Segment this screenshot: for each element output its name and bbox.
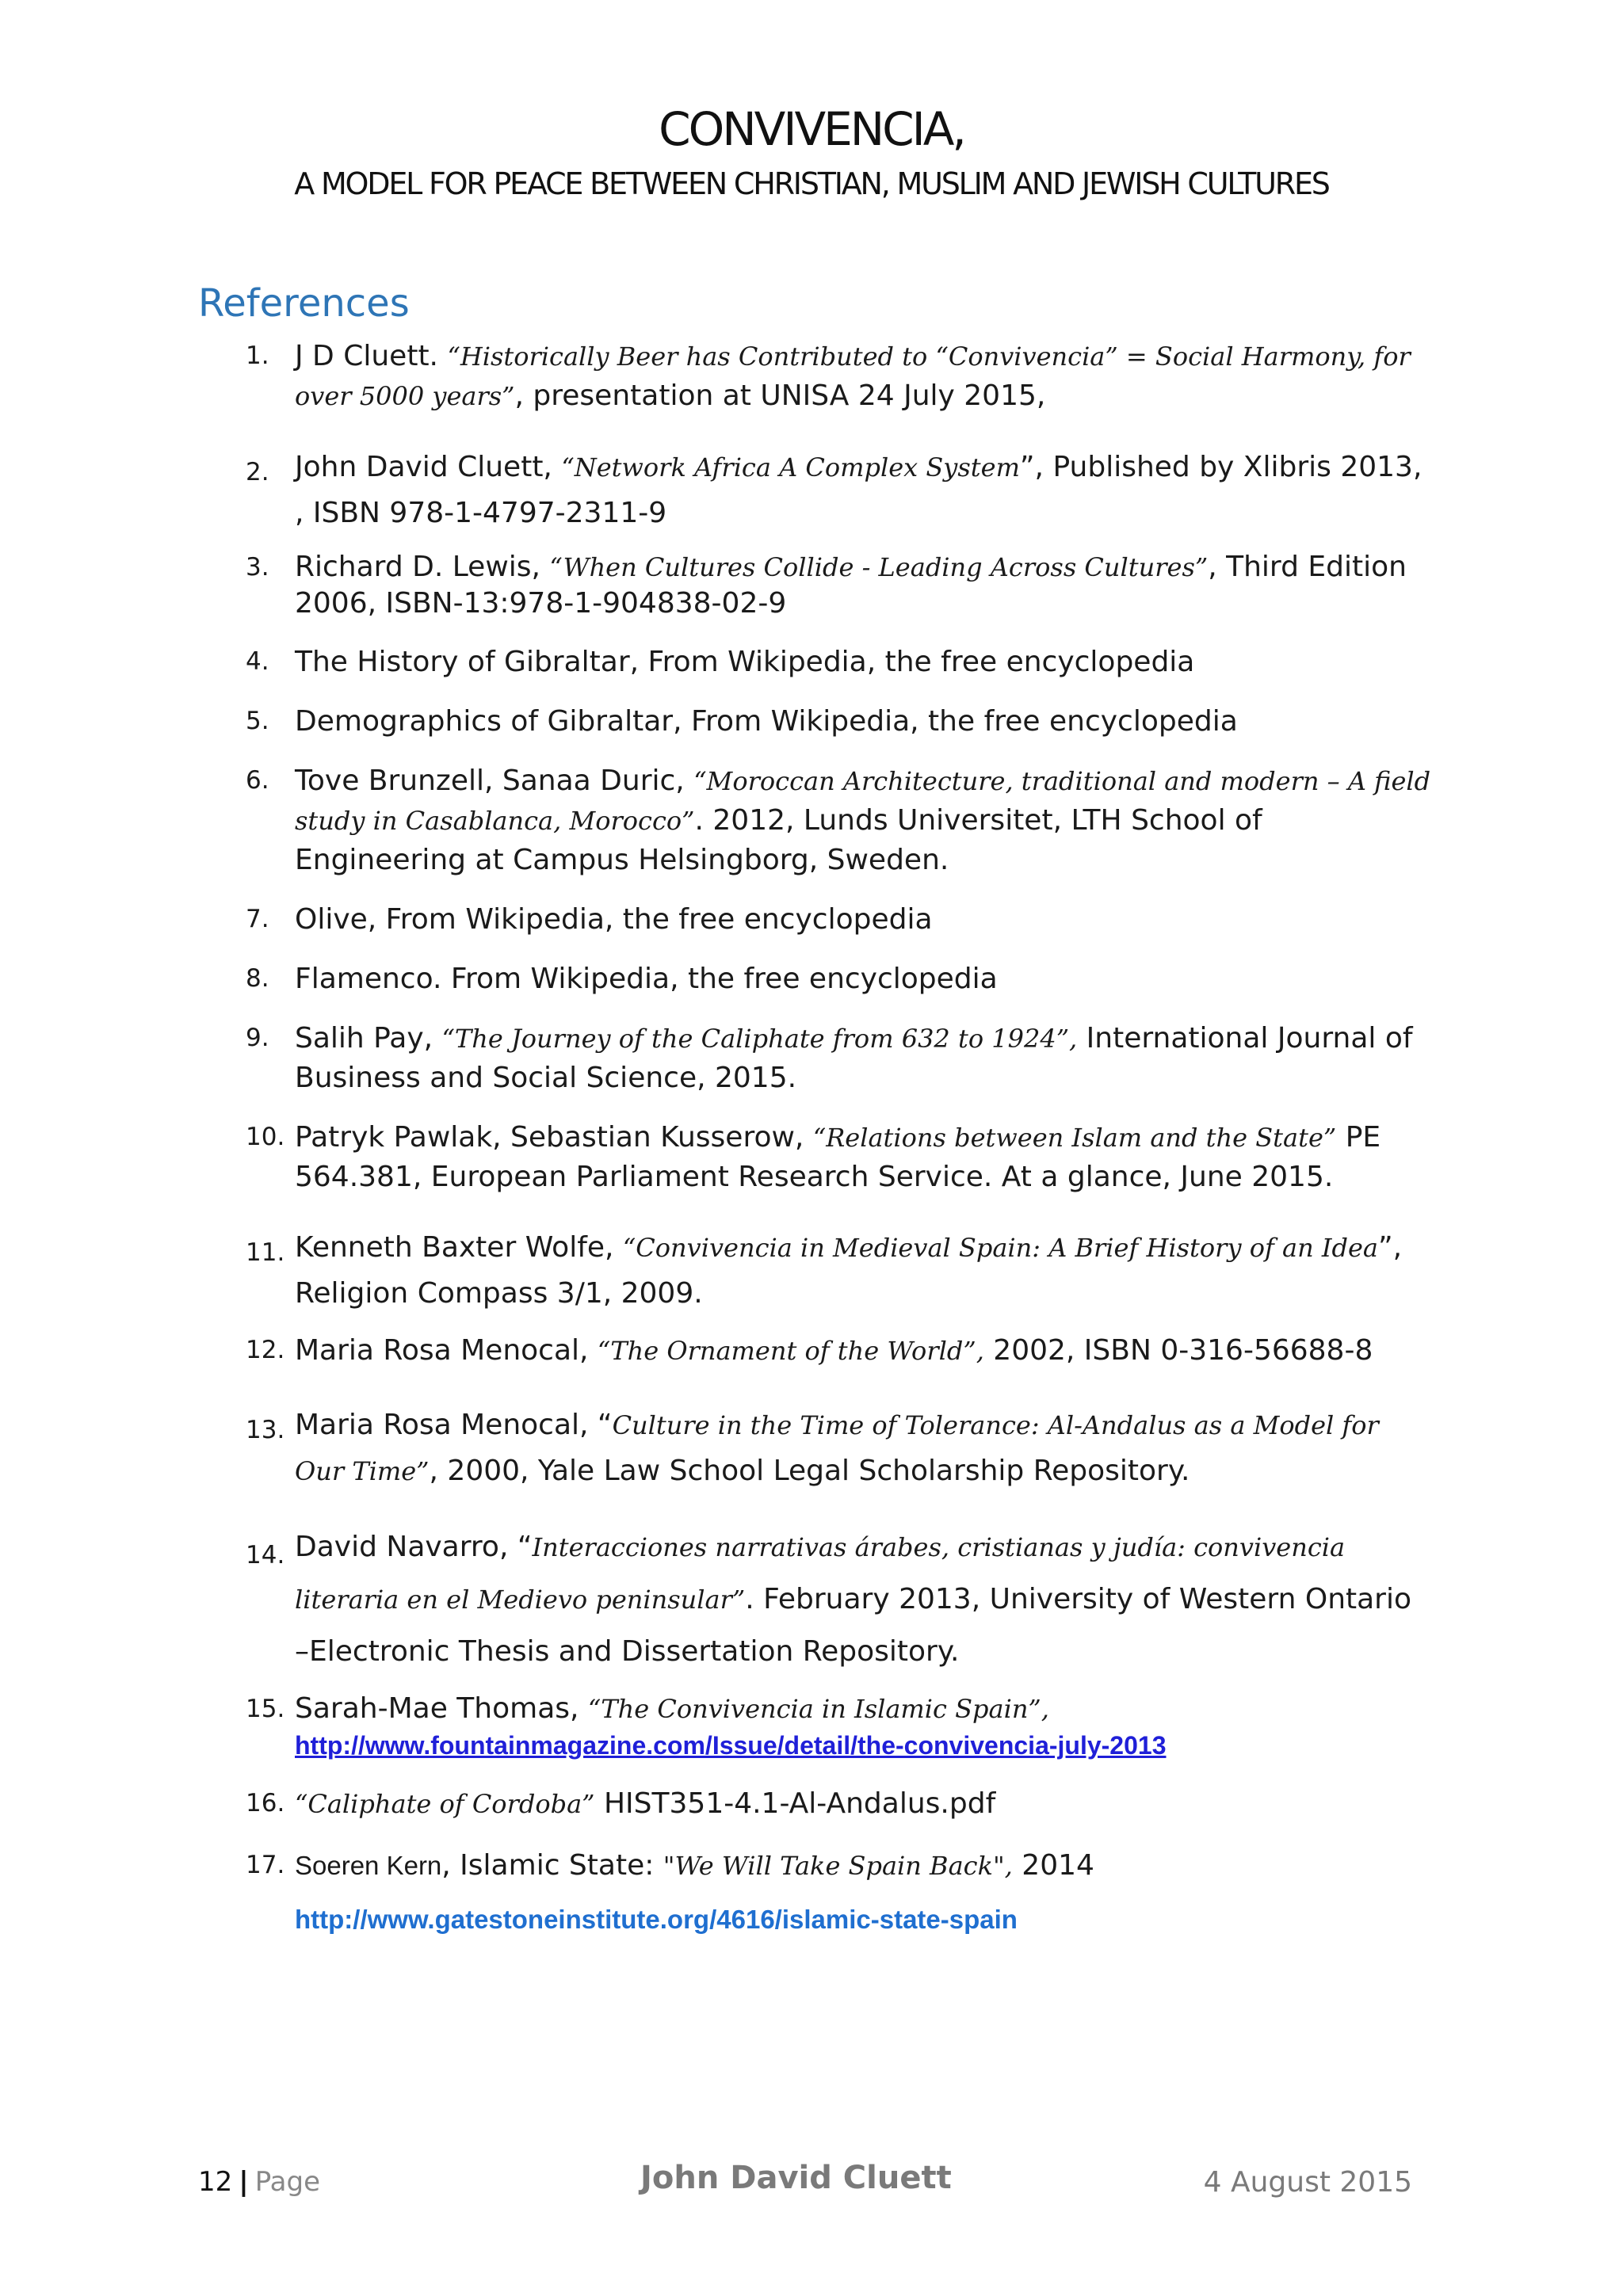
page-number-block xyxy=(198,2166,320,2198)
reference-number: 15. xyxy=(246,1695,285,1723)
reference-title: Interacciones narrativas árabes, cristianas y judía: convivencia literaria en el Medievo peninsular” xyxy=(295,1532,1346,1615)
page-number: 12 xyxy=(198,2166,233,2198)
reference-number: 16. xyxy=(246,1789,285,1817)
reference-details: PE 564.381, European Parliament Research Service. At a glance, June 2015. xyxy=(295,1121,1381,1193)
reference-details: ”, Religion Compass 3/1, 2009. xyxy=(295,1231,1403,1310)
reference-item xyxy=(198,643,1434,681)
reference-title: “Convivencia in Medieval Spain: A Brief History of an Idea xyxy=(622,1233,1378,1263)
page-label: Page xyxy=(254,2166,320,2198)
reference-title: Culture in the Time of Tolerance: Al-Andalus as a Model for Our Time” xyxy=(295,1410,1379,1486)
reference-number: 10. xyxy=(246,1123,285,1151)
page-separator: | xyxy=(239,2166,249,2198)
reference-number: 17. xyxy=(246,1851,285,1879)
reference-author: Patryk Pawlak, Sebastian Kusserow, xyxy=(295,1121,813,1154)
reference-number: 3. xyxy=(246,553,269,582)
reference-item xyxy=(198,444,1434,536)
reference-author: J D Cluett. xyxy=(295,340,448,372)
page-footer xyxy=(198,2160,1412,2204)
reference-title: “The Convivencia in Islamic Spain”, xyxy=(587,1694,1049,1724)
reference-number: 8. xyxy=(246,964,269,993)
reference-author: John David Cluett, xyxy=(295,451,562,483)
reference-item xyxy=(198,1225,1434,1317)
reference-text: Demographics of Gibraltar, From Wikipedia, the free encyclopedia xyxy=(295,705,1238,738)
reference-item xyxy=(198,337,1434,416)
reference-author: David Navarro, “ xyxy=(295,1531,533,1563)
reference-item xyxy=(198,549,1434,622)
reference-item xyxy=(198,761,1434,879)
reference-author: Kenneth Baxter Wolfe, xyxy=(295,1231,623,1264)
reference-item xyxy=(198,1691,1434,1764)
reference-number: 4. xyxy=(246,647,269,676)
reference-number: 7. xyxy=(246,905,269,933)
reference-title: “Historically Beer has Contributed to “Convivencia” = Social Harmony, for over 5000 years” xyxy=(295,341,1411,411)
reference-number: 9. xyxy=(246,1024,269,1052)
reference-title: "We Will Take Spain Back", xyxy=(663,1851,1013,1881)
reference-text: Flamenco. From Wikipedia, the free encyclopedia xyxy=(295,963,998,995)
document-header xyxy=(0,101,1623,206)
reference-text: The History of Gibraltar, From Wikipedia, the free encyclopedia xyxy=(295,646,1195,678)
reference-item xyxy=(198,1784,1434,1824)
reference-title: “When Cultures Collide - Leading Across Cultures” xyxy=(549,552,1209,582)
footer-date: 4 August 2015 xyxy=(1203,2166,1412,2199)
reference-author: Soeren Kern xyxy=(295,1851,442,1880)
reference-number: 13. xyxy=(246,1416,285,1444)
reference-number: 1. xyxy=(246,341,269,370)
reference-title: “Network Africa A Complex System xyxy=(561,452,1020,482)
reference-item xyxy=(198,1846,1434,1939)
reference-author: Tove Brunzell, Sanaa Duric, xyxy=(295,765,694,797)
reference-text: Olive, From Wikipedia, the free encyclopedia xyxy=(295,903,933,936)
reference-item xyxy=(198,1402,1434,1494)
reference-details: International Journal of Business and Social Science, 2015. xyxy=(295,1022,1413,1094)
reference-title: “Caliphate of Cordoba” xyxy=(295,1789,595,1819)
footer-author: John David Cluett xyxy=(640,2160,952,2196)
reference-details: . 2012, Lunds Universitet, LTH School of Engineering at Campus Helsingborg, Sweden. xyxy=(295,804,1262,876)
reference-title: “The Journey of the Caliphate from 632 to 1924”, xyxy=(441,1024,1078,1054)
reference-title: “Relations between Islam and the State” xyxy=(812,1123,1337,1153)
reference-author: Sarah-Mae Thomas, xyxy=(295,1692,588,1725)
reference-item xyxy=(198,959,1434,998)
reference-item xyxy=(198,1019,1434,1097)
reference-link[interactable]: http://www.gatestoneinstitute.org/4616/islamic-state-spain xyxy=(295,1905,1018,1934)
reference-details: , Third Edition 2006, ISBN-13:978-1-904838-02-9 xyxy=(295,551,1407,620)
reference-title: “Moroccan Architecture, traditional and modern – A field study in Casablanca, Morocco” xyxy=(295,766,1431,836)
document-title: CONVIVENCIA, xyxy=(659,102,964,156)
reference-number: 12. xyxy=(246,1336,285,1364)
reference-number: 5. xyxy=(246,707,269,735)
references-heading: References xyxy=(198,281,410,326)
reference-details: 2002, ISBN 0-316-56688-8 xyxy=(983,1334,1373,1367)
reference-author: Richard D. Lewis, xyxy=(295,551,550,583)
reference-author-suffix: , Islamic State: xyxy=(441,1849,663,1882)
reference-link[interactable]: http://www.fountainmagazine.com/Issue/detail/the-convivencia-july-2013 xyxy=(295,1731,1167,1760)
reference-details: HIST351-4.1-Al-Andalus.pdf xyxy=(594,1787,996,1820)
reference-number: 6. xyxy=(246,766,269,795)
reference-author: Salih Pay, xyxy=(295,1022,442,1055)
reference-author: Maria Rosa Menocal, “ xyxy=(295,1409,613,1441)
reference-author: Maria Rosa Menocal, xyxy=(295,1334,598,1367)
document-subtitle: A MODEL FOR PEACE BETWEEN CHRISTIAN, MUSLIM AND JEWISH CULTURES xyxy=(294,166,1329,201)
reference-item xyxy=(198,702,1434,741)
reference-details: , 2000, Yale Law School Legal Scholarship Repository. xyxy=(429,1455,1190,1487)
reference-number: 2. xyxy=(246,458,269,486)
reference-number: 14. xyxy=(246,1541,285,1569)
reference-item xyxy=(198,900,1434,939)
references-list xyxy=(198,337,1434,1939)
reference-details: 2014 xyxy=(1012,1849,1094,1882)
reference-item xyxy=(198,1118,1434,1196)
reference-details: , presentation at UNISA 24 July 2015, xyxy=(514,379,1046,412)
reference-number: 11. xyxy=(246,1238,285,1267)
reference-details: ”, Published by Xlibris 2013, , ISBN 978-1-4797-2311-9 xyxy=(295,451,1423,529)
reference-item xyxy=(198,1521,1434,1678)
reference-details: . February 2013, University of Western Ontario –Electronic Thesis and Dissertation Repository. xyxy=(295,1583,1412,1668)
reference-title: “The Ornament of the World”, xyxy=(597,1336,984,1366)
reference-item xyxy=(198,1331,1434,1371)
